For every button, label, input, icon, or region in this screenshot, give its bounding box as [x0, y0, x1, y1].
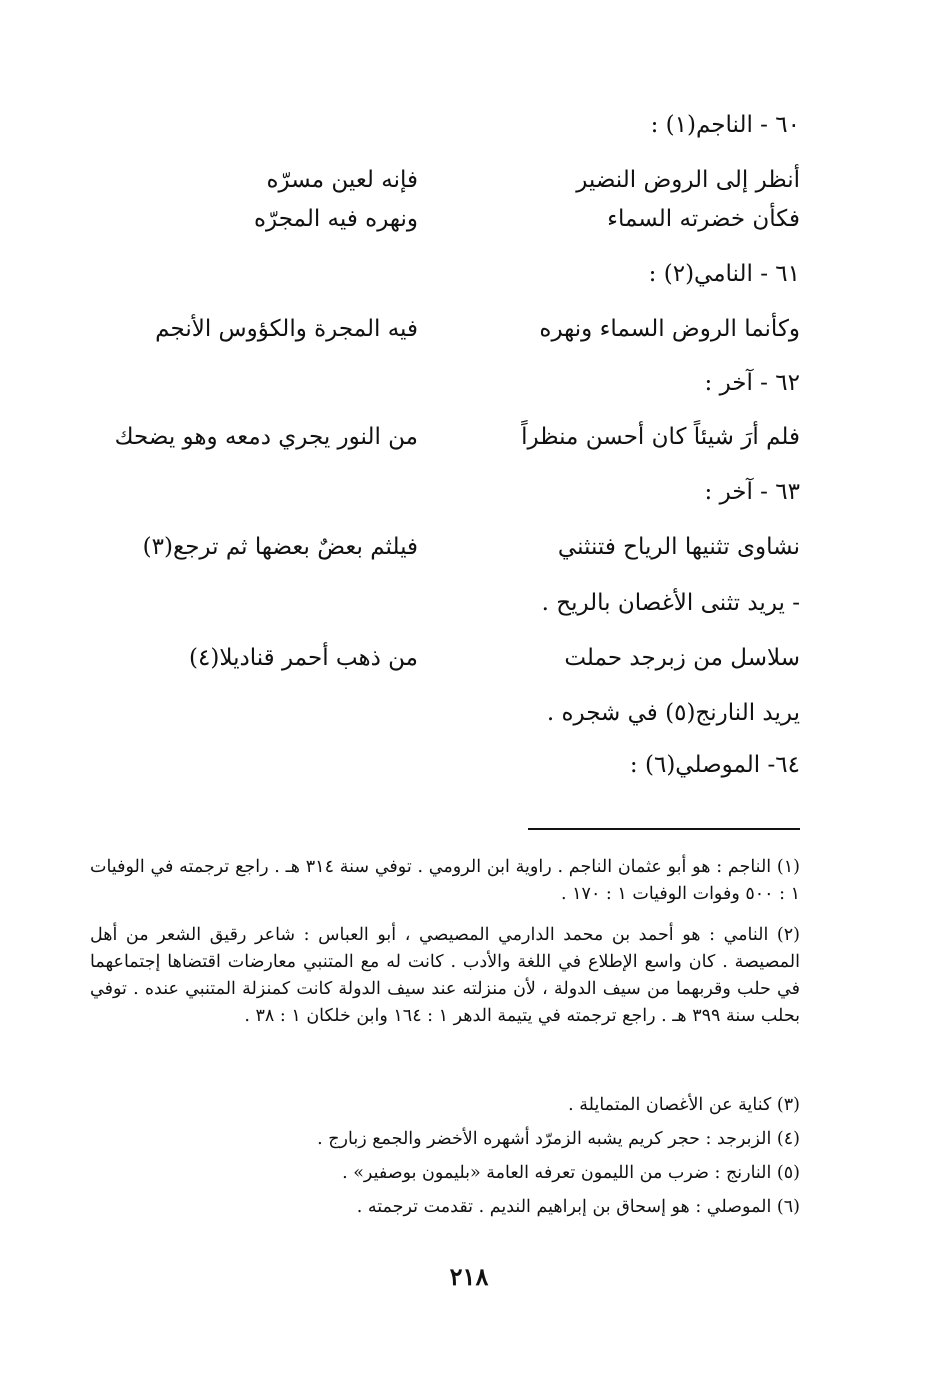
footnote-4: (٤) الزبرجد : حجر كريم يشبه الزمرّد أشهره الأخضر والجمع زبارج .: [317, 1129, 800, 1149]
footnote-2: (٢) النامي : هو أحمد بن محمد الدارمي المصيصي ، أبو العباس : شاعر رقيق الشعر من أهل المصيصة . كان واسع الإطلاع في اللغة والأدب . كانت له مع المتنبي معارضات اقتضاها إجتماعهما في حلب وقربهما من سيف الدولة ، لأن منزلته عند سيف الدولة كانت كمنزلة المتنبي عنده . توفي بحلب سنة ٣٩٩ هـ . راجع ترجمته في يتيمة الدهر ١ : ١٦٤ وابن خلكان ١ : ٣٨ .: [90, 925, 800, 1026]
verse-62-right: فلم أرَ شيئاً كان أحسن منظراً: [521, 424, 800, 450]
verse-61-right: وكأنما الروض السماء ونهره: [539, 316, 800, 342]
verse-heading-63: ٦٣ - آخر :: [704, 479, 800, 505]
verse-heading-62: ٦٢ - آخر :: [704, 370, 800, 396]
verse-zabarjad-left: من ذهب أحمر قناديلا(٤): [189, 645, 418, 671]
verse-63-left: فيلثم بعضٌ بعضها ثم ترجع(٣): [142, 534, 418, 560]
verse-60-2-left: ونهره فيه المجرّه: [253, 206, 418, 232]
verse-heading-61: ٦١ - النامي(٢) :: [648, 261, 800, 287]
verse-63-note: - يريد تثنى الأغصان بالريح .: [541, 590, 800, 616]
verse-heading-64: ٦٤- الموصلي(٦) :: [629, 752, 800, 778]
verse-63-right: نشاوى تثنيها الرياح فتنثني: [557, 534, 800, 560]
verse-60-1-right: أنظر إلى الروض النضير: [576, 167, 800, 193]
verse-naranj-note: يريد النارنج(٥) في شجره .: [546, 700, 800, 726]
verse-zabarjad-right: سلاسل من زبرجد حملت: [564, 645, 800, 671]
verse-62-left: من النور يجري دمعه وهو يضحك: [114, 424, 418, 450]
verse-heading-60: ٦٠ - الناجم(١) :: [650, 112, 800, 138]
footnote-5: (٥) النارنج : ضرب من الليمون تعرفه العامة «بليمون بوصفير» .: [342, 1163, 800, 1183]
footnote-3: (٣) كناية عن الأغصان المتمايلة .: [568, 1095, 800, 1115]
verse-61-left: فيه المجرة والكؤوس الأنجم: [155, 316, 418, 342]
footnote-1: (١) الناجم : هو أبو عثمان الناجم . راوية ابن الرومي . توفي سنة ٣١٤ هـ . راجع ترجمته في الوفيات ١ : ٥٠٠ وفوات الوفيات ١ : ١٧٠ .: [90, 857, 800, 904]
verse-60-2-right: فكأن خضرته السماء: [607, 206, 800, 232]
footnote-rule: [528, 828, 800, 830]
footnote-6: (٦) الموصلي : هو إسحاق بن إبراهيم النديم . تقدمت ترجمته .: [356, 1197, 800, 1217]
page-number: ٢١٨: [449, 1262, 489, 1291]
verse-60-1-left: فإنه لعين مسرّه: [266, 167, 418, 193]
